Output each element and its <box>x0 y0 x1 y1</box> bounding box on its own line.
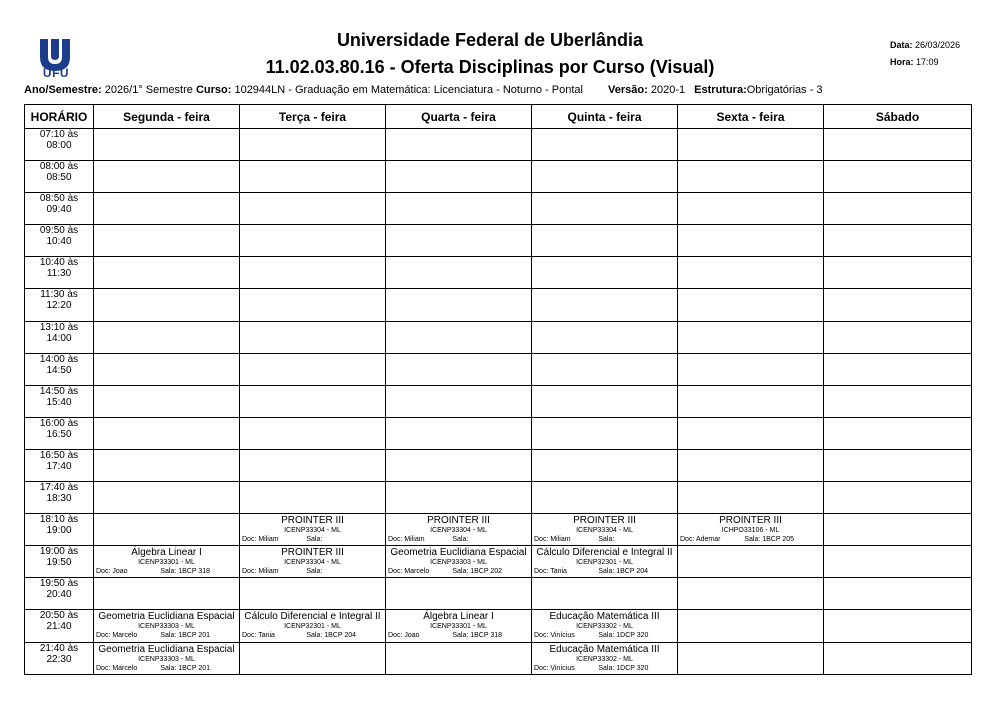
class-name: PROINTER III <box>281 547 344 559</box>
schedule-row <box>25 289 972 321</box>
time-end: 11:30 <box>46 268 72 280</box>
schedule-cell <box>532 642 678 674</box>
class-code: ICENP33304 - ML <box>576 527 633 535</box>
schedule-table <box>24 104 972 675</box>
schedule-cell <box>94 321 240 353</box>
schedule-cell <box>240 321 386 353</box>
class-room: Sala: 1BCP 205 <box>744 536 795 544</box>
schedule-cell <box>94 482 240 514</box>
schedule-cell <box>532 449 678 481</box>
class-room: Sala: 1BCP 318 <box>160 568 211 576</box>
version-value: 2020-1 <box>650 84 686 96</box>
schedule-cell <box>532 193 678 225</box>
class-room: Sala: 1BCP 201 <box>160 632 211 640</box>
class-details <box>532 567 677 576</box>
schedule-cell <box>240 482 386 514</box>
schedule-row <box>25 161 972 193</box>
schedule-cell <box>386 353 532 385</box>
time-slot-cell <box>25 321 94 353</box>
class-entry <box>532 514 677 545</box>
column-header-day: Quinta - feira <box>532 105 678 129</box>
class-teacher: Doc: Joao <box>96 568 128 576</box>
schedule-cell <box>678 257 824 289</box>
structure-label: Estrutura: <box>694 84 747 96</box>
class-name: Geometria Euclidiana Espacial <box>98 643 235 655</box>
class-code: ICENP33302 - ML <box>576 655 633 663</box>
time-slot-cell <box>25 642 94 674</box>
class-name: PROINTER III <box>719 515 782 527</box>
class-name: Cálculo Diferencial e Integral II <box>244 611 381 623</box>
hour-value: 17:09 <box>916 57 939 67</box>
schedule-cell <box>240 225 386 257</box>
structure-value: Obrigatórias - 3 <box>746 84 823 96</box>
class-entry <box>94 546 239 577</box>
schedule-cell <box>94 642 240 674</box>
class-details <box>94 567 239 576</box>
schedule-cell <box>532 514 678 546</box>
schedule-cell <box>824 353 972 385</box>
schedule-header <box>25 105 972 129</box>
column-header-day: Sábado <box>824 105 972 129</box>
schedule-row <box>25 546 972 578</box>
schedule-cell <box>532 257 678 289</box>
schedule-row <box>25 257 972 289</box>
column-header-day: Terça - feira <box>240 105 386 129</box>
schedule-cell <box>94 193 240 225</box>
schedule-cell <box>678 161 824 193</box>
class-teacher: Doc: Miliam <box>534 536 571 544</box>
schedule-cell <box>386 449 532 481</box>
class-room: Sala: <box>452 536 469 544</box>
schedule-row <box>25 353 972 385</box>
schedule-cell <box>824 449 972 481</box>
class-entry <box>240 546 385 577</box>
report-title: 11.02.03.80.16 - Oferta Disciplinas por Curso (Visual) <box>265 57 715 77</box>
schedule-cell <box>824 161 972 193</box>
schedule-cell <box>240 578 386 610</box>
class-entry <box>240 610 385 641</box>
class-room: Sala: 1BCP 204 <box>598 568 649 576</box>
class-entry <box>532 643 677 674</box>
schedule-cell <box>678 546 824 578</box>
schedule-cell <box>94 514 240 546</box>
schedule-cell <box>386 385 532 417</box>
class-details <box>240 535 385 544</box>
schedule-row <box>25 321 972 353</box>
class-entry <box>386 546 531 577</box>
schedule-cell <box>824 417 972 449</box>
schedule-cell <box>94 289 240 321</box>
hour-label: Hora: <box>890 57 914 67</box>
time-start: 18:10 às <box>39 514 79 526</box>
schedule-cell <box>678 385 824 417</box>
time-slot-cell <box>25 289 94 321</box>
schedule-cell <box>386 642 532 674</box>
schedule-cell <box>678 129 824 161</box>
time-end: 08:50 <box>46 172 72 184</box>
time-end: 19:00 <box>46 525 72 537</box>
schedule-cell <box>532 482 678 514</box>
class-entry <box>678 514 823 545</box>
time-slot-cell <box>25 161 94 193</box>
class-entry <box>386 610 531 641</box>
schedule-cell <box>240 610 386 642</box>
class-details <box>678 535 823 544</box>
time-slot-cell <box>25 193 94 225</box>
class-code: ICENP33303 - ML <box>138 623 195 631</box>
course-label: Curso: <box>195 84 232 96</box>
schedule-cell <box>532 546 678 578</box>
schedule-cell <box>678 578 824 610</box>
time-start: 16:00 às <box>39 417 79 429</box>
schedule-cell <box>386 225 532 257</box>
time-start: 09:50 às <box>39 225 79 237</box>
class-teacher: Doc: Miliam <box>242 568 279 576</box>
schedule-cell <box>386 161 532 193</box>
schedule-row <box>25 225 972 257</box>
time-start: 20:50 às <box>39 610 79 622</box>
class-name: PROINTER III <box>281 515 344 527</box>
date-label: Data: <box>890 40 913 50</box>
time-slot-cell <box>25 417 94 449</box>
schedule-cell <box>678 610 824 642</box>
time-slot-cell <box>25 449 94 481</box>
class-teacher: Doc: Marcelo <box>96 664 138 672</box>
semester-value: 2026/1° Semestre <box>104 84 193 96</box>
class-name: Álgebra Linear I <box>423 611 494 623</box>
time-slot-cell <box>25 546 94 578</box>
class-entry <box>240 514 385 545</box>
class-code: ICENP33304 - ML <box>284 559 341 567</box>
time-slot-cell <box>25 578 94 610</box>
class-teacher: Doc: Tania <box>242 632 275 640</box>
class-code: ICENP33304 - ML <box>284 527 341 535</box>
institution-title: Universidade Federal de Uberlândia <box>336 30 644 50</box>
class-details <box>240 631 385 640</box>
class-room: Sala: 1DCP 320 <box>598 664 649 672</box>
class-details <box>532 535 677 544</box>
course-info-line <box>24 84 823 96</box>
schedule-cell <box>240 193 386 225</box>
schedule-cell <box>824 610 972 642</box>
class-details <box>240 567 385 576</box>
time-end: 16:50 <box>46 428 72 440</box>
time-end: 15:40 <box>46 396 72 408</box>
schedule-cell <box>678 449 824 481</box>
schedule-row <box>25 610 972 642</box>
class-teacher: Doc: Vinícius <box>534 632 575 640</box>
schedule-cell <box>532 129 678 161</box>
time-start: 13:10 às <box>39 321 79 333</box>
class-entry <box>386 514 531 545</box>
schedule-cell <box>386 482 532 514</box>
schedule-cell <box>94 578 240 610</box>
class-room: Sala: <box>598 536 615 544</box>
time-start: 11:30 às <box>40 289 78 301</box>
schedule-cell <box>240 546 386 578</box>
schedule-cell <box>386 610 532 642</box>
class-details <box>386 631 531 640</box>
class-teacher: Doc: Miliam <box>242 536 279 544</box>
time-end: 18:30 <box>46 493 72 505</box>
class-name: Geometria Euclidiana Espacial <box>390 547 527 559</box>
schedule-cell <box>240 161 386 193</box>
schedule-cell <box>824 225 972 257</box>
class-details <box>386 535 531 544</box>
schedule-cell <box>386 193 532 225</box>
schedule-cell <box>678 642 824 674</box>
schedule-cell <box>532 610 678 642</box>
class-room: Sala: 1BCP 318 <box>452 632 503 640</box>
time-start: 19:50 às <box>39 578 79 590</box>
time-end: 10:40 <box>46 236 72 248</box>
schedule-cell <box>94 610 240 642</box>
time-end: 21:40 <box>46 621 72 633</box>
class-code: ICENP33303 - ML <box>138 655 195 663</box>
time-slot-cell <box>25 129 94 161</box>
time-slot-cell <box>25 257 94 289</box>
class-details <box>386 567 531 576</box>
schedule-cell <box>824 385 972 417</box>
class-room: Sala: 1BCP 202 <box>452 568 503 576</box>
schedule-cell <box>824 482 972 514</box>
time-end: 17:40 <box>46 460 72 472</box>
schedule-cell <box>532 321 678 353</box>
schedule-row <box>25 417 972 449</box>
column-header-day: Quarta - feira <box>386 105 532 129</box>
schedule-row <box>25 193 972 225</box>
class-teacher: Doc: Tania <box>534 568 567 576</box>
class-code: ICENP33301 - ML <box>430 623 487 631</box>
column-header-day: Sexta - feira <box>678 105 824 129</box>
date-value: 26/03/2026 <box>915 40 961 50</box>
schedule-cell <box>94 385 240 417</box>
schedule-cell <box>532 353 678 385</box>
schedule-cell <box>94 546 240 578</box>
schedule-cell <box>240 129 386 161</box>
class-name: Cálculo Diferencial e Integral II <box>536 547 673 559</box>
schedule-row <box>25 449 972 481</box>
class-name: Educação Matemática III <box>549 611 660 623</box>
schedule-cell <box>532 578 678 610</box>
schedule-cell <box>532 161 678 193</box>
schedule-cell <box>824 257 972 289</box>
class-code: ICENP33302 - ML <box>576 623 633 631</box>
schedule-cell <box>532 225 678 257</box>
schedule-cell <box>824 321 972 353</box>
date-info <box>890 40 960 50</box>
schedule-cell <box>678 482 824 514</box>
schedule-cell <box>678 321 824 353</box>
time-end: 14:00 <box>46 332 72 344</box>
schedule-cell <box>240 289 386 321</box>
schedule-cell <box>240 642 386 674</box>
class-code: ICENP32301 - ML <box>284 623 341 631</box>
class-details <box>94 664 239 673</box>
schedule-cell <box>240 449 386 481</box>
time-start: 17:40 às <box>39 482 79 494</box>
schedule-cell <box>94 257 240 289</box>
schedule-row <box>25 482 972 514</box>
time-slot-cell <box>25 482 94 514</box>
class-room: Sala: 1DCP 320 <box>598 632 649 640</box>
schedule-cell <box>678 225 824 257</box>
time-end: 09:40 <box>46 204 72 216</box>
time-start: 14:00 às <box>39 353 79 365</box>
schedule-row <box>25 578 972 610</box>
time-end: 19:50 <box>46 557 72 569</box>
class-teacher: Doc: Miliam <box>388 536 425 544</box>
logo-text: UFU <box>42 66 70 80</box>
column-header-day: Segunda - feira <box>94 105 240 129</box>
schedule-cell <box>678 193 824 225</box>
schedule-cell <box>386 257 532 289</box>
schedule-cell <box>240 353 386 385</box>
time-start: 21:40 às <box>39 642 79 654</box>
course-value: 102944LN - Graduação em Matemática: Licenciatura - Noturno - Pontal <box>234 84 583 96</box>
schedule-row <box>25 385 972 417</box>
class-teacher: Doc: Vinícius <box>534 664 575 672</box>
class-entry <box>94 643 239 674</box>
time-start: 08:00 às <box>39 161 79 173</box>
schedule-cell <box>824 578 972 610</box>
time-slot-cell <box>25 514 94 546</box>
semester-label: Ano/Semestre: <box>24 84 102 96</box>
time-slot-cell <box>25 225 94 257</box>
schedule-body <box>25 129 972 675</box>
time-end: 20:40 <box>46 589 72 601</box>
schedule-cell <box>94 161 240 193</box>
class-teacher: Doc: Joao <box>388 632 420 640</box>
time-start: 08:50 às <box>39 193 79 205</box>
schedule-cell <box>532 385 678 417</box>
class-room: Sala: 1BCP 201 <box>160 664 211 672</box>
schedule-cell <box>824 193 972 225</box>
hour-info <box>890 57 939 67</box>
class-name: Álgebra Linear I <box>131 547 202 559</box>
schedule-cell <box>678 289 824 321</box>
schedule-cell <box>678 514 824 546</box>
schedule-row <box>25 514 972 546</box>
class-code: ICHPO33106 - ML <box>721 527 780 535</box>
class-name: PROINTER III <box>427 515 490 527</box>
time-start: 10:40 às <box>39 257 79 269</box>
schedule-cell <box>678 417 824 449</box>
schedule-cell <box>94 129 240 161</box>
class-entry <box>532 610 677 641</box>
time-slot-cell <box>25 353 94 385</box>
schedule-cell <box>386 129 532 161</box>
class-entry <box>94 610 239 641</box>
class-teacher: Doc: Ademar <box>680 536 721 544</box>
class-code: ICENP33303 - ML <box>430 559 487 567</box>
time-start: 07:10 às <box>39 129 79 140</box>
column-header-time: HORÁRIO <box>25 105 94 129</box>
class-name: PROINTER III <box>573 515 636 527</box>
schedule-cell <box>386 321 532 353</box>
version-label: Versão: <box>608 84 648 96</box>
class-room: Sala: 1BCP 204 <box>306 632 357 640</box>
class-details <box>532 664 677 673</box>
class-teacher: Doc: Marcelo <box>96 632 138 640</box>
schedule-cell <box>532 289 678 321</box>
time-end: 08:00 <box>46 140 72 151</box>
schedule-cell <box>824 289 972 321</box>
schedule-cell <box>386 578 532 610</box>
time-end: 14:50 <box>46 364 72 376</box>
class-teacher: Doc: Marcelo <box>388 568 430 576</box>
schedule-cell <box>240 385 386 417</box>
schedule-cell <box>94 353 240 385</box>
schedule-cell <box>386 417 532 449</box>
schedule-cell <box>386 289 532 321</box>
schedule-cell <box>824 129 972 161</box>
time-start: 19:00 às <box>39 546 79 558</box>
time-end: 22:30 <box>46 653 72 665</box>
header-row <box>25 105 972 129</box>
time-end: 12:20 <box>46 300 72 312</box>
time-start: 16:50 às <box>39 449 79 461</box>
schedule-cell <box>94 417 240 449</box>
schedule-cell <box>824 642 972 674</box>
schedule-row <box>25 642 972 674</box>
schedule-cell <box>386 546 532 578</box>
schedule-cell <box>532 417 678 449</box>
schedule-cell <box>678 353 824 385</box>
time-slot-cell <box>25 610 94 642</box>
schedule-cell <box>386 514 532 546</box>
class-room: Sala: <box>306 568 323 576</box>
schedule-cell <box>240 417 386 449</box>
class-name: Geometria Euclidiana Espacial <box>98 611 235 623</box>
class-details <box>94 631 239 640</box>
time-slot-cell <box>25 385 94 417</box>
schedule-cell <box>240 257 386 289</box>
class-details <box>532 631 677 640</box>
schedule-cell <box>94 449 240 481</box>
time-start: 14:50 às <box>39 385 79 397</box>
class-code: ICENP33304 - ML <box>430 527 487 535</box>
schedule-cell <box>94 225 240 257</box>
class-entry <box>532 546 677 577</box>
schedule-cell <box>240 514 386 546</box>
class-name: Educação Matemática III <box>549 643 660 655</box>
schedule-cell <box>824 546 972 578</box>
schedule-cell <box>824 514 972 546</box>
class-code: ICENP32301 - ML <box>576 559 633 567</box>
class-code: ICENP33301 - ML <box>138 559 195 567</box>
schedule-row <box>25 129 972 161</box>
class-room: Sala: <box>306 536 323 544</box>
